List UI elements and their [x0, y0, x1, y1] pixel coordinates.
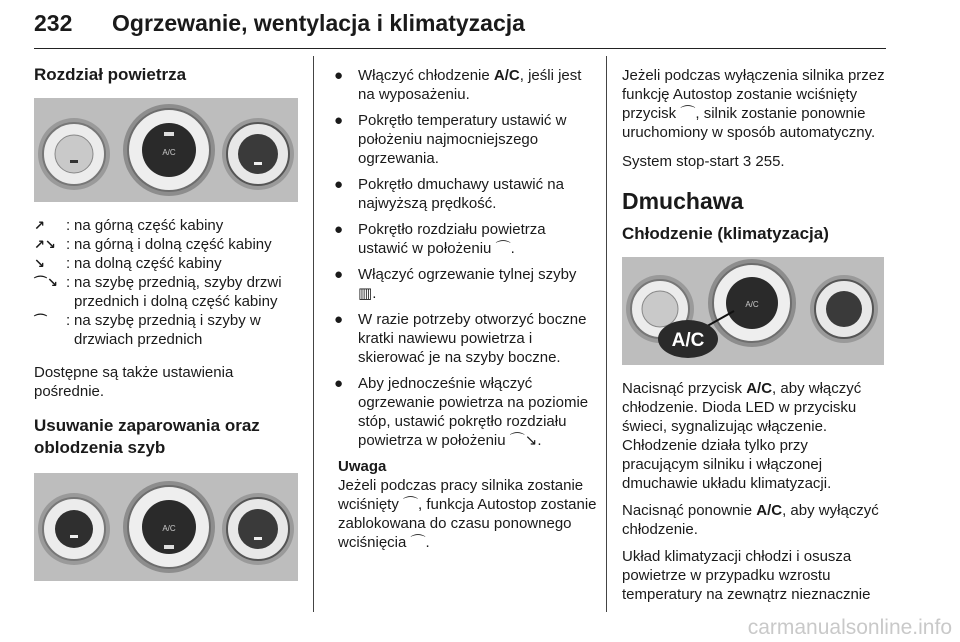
stop-start-reference: System stop-start 3 255. — [622, 153, 785, 170]
list-item: ● W razie potrzeby otworzyć boczne kratki nawiewu powietrza i skierować je na szyby boczne. — [334, 311, 587, 366]
legend-text: na górną i dolną część kabiny — [74, 236, 272, 253]
list-item: ● Aby jednocześnie włączyć ogrzewanie powietrza na poziomie stóp, ustawić pokrętło rozdziału powietrza w położeniu ⌒↘. — [334, 375, 589, 449]
note-box — [330, 457, 598, 552]
cooling-off-instructions: Nacisnąć ponownie A/C, aby wyłączyć chłodzenie. — [622, 502, 879, 538]
ac-badge-label: A/C — [671, 330, 705, 351]
note-title: Uwaga — [338, 458, 387, 475]
legend-text: na górną część kabiny — [74, 217, 224, 234]
defog-steps-list — [330, 66, 598, 450]
figure-control-knobs — [34, 98, 298, 202]
section-title-air-distribution: Rozdział powietrza — [34, 65, 187, 84]
list-item: ● Pokrętło dmuchawy ustawić na najwyższą prędkość. — [334, 176, 564, 212]
legend-text: na dolną część kabiny — [74, 255, 222, 272]
page-header — [34, 6, 886, 49]
ac-description: Układ klimatyzacji chłodzi i osusza powietrze w przypadku wzrostu temperatury na zewnątrz nieznacznie — [622, 548, 871, 603]
column-3 — [622, 54, 886, 604]
watermark: carmanualsonline.info — [747, 616, 952, 639]
knob-ac-label: A/C — [162, 148, 176, 157]
page-title: Ogrzewanie, wentylacja i klimatyzacja — [112, 10, 525, 36]
page-ref-arrow-icon: 3 — [742, 153, 752, 170]
windscreen-defrost-icon: ⌒ — [410, 534, 426, 551]
page-number: 232 — [34, 10, 73, 36]
subsection-title-cooling: Chłodzenie (klimatyzacja) — [622, 224, 829, 243]
legend-text: na szybę przednią, szyby drzwi przednich i dolną część kabiny — [74, 274, 282, 310]
windscreen-defrost-icon: ⌒ — [34, 313, 48, 328]
column-2 — [330, 54, 598, 552]
legend-item: ↗ : na górną część kabiny — [34, 216, 300, 235]
windscreen-defrost-icon: ⌒ — [680, 105, 696, 122]
figure-defog-knobs — [34, 473, 298, 581]
rear-window-heating-icon: ▥ — [358, 285, 373, 302]
list-item: ● Pokrętło temperatury ustawić w położeniu najmocniejszego ogrzewania. — [334, 112, 567, 167]
column-divider — [606, 56, 607, 612]
section-title-blower: Dmuchawa — [622, 188, 744, 214]
autostop-paragraph: Jeżeli podczas wyłączenia silnika przez funkcję Autostop zostanie wciśnięty przycisk ⌒, silnik zostanie ponownie uruchomiony w sposób automatyczny. — [622, 67, 885, 141]
cooling-instructions: Nacisnąć przycisk A/C, aby włączyć chłodzenie. Dioda LED w przycisku świeci, sygnalizując włączenie. Chłodzenie działa tylko przy pracującym silniku i włączonej dmuchawie układu klimatyzacji. — [622, 380, 862, 492]
vent-upper-lower-icon: ↗↘ — [34, 237, 56, 252]
indirect-settings-note: Dostępne są także ustawienia pośrednie. — [34, 364, 234, 400]
knobs-illustration — [34, 473, 298, 581]
column-divider — [313, 56, 314, 612]
vent-lower-icon: ↘ — [34, 256, 45, 271]
list-item: ● Pokrętło rozdziału powietrza ustawić w położeniu ⌒. — [334, 221, 546, 257]
windscreen-floor-icon: ⌒↘ — [34, 275, 58, 290]
note-text: Jeżeli podczas pracy silnika zostanie wciśnięty ⌒, funkcja Autostop zostanie zablokowana do czasu ponownego wciśnięcia ⌒. — [338, 477, 597, 551]
legend-item: ⌒↘ : na szybę przednią, szyby drzwi przednich i dolną część kabiny — [34, 273, 300, 311]
windscreen-defrost-icon: ⌒ — [403, 496, 419, 513]
windscreen-defrost-icon: ⌒ — [495, 240, 511, 257]
list-item: ● Włączyć chłodzenie A/C, jeśli jest na wyposażeniu. — [334, 67, 582, 103]
ac-knob-illustration — [622, 257, 884, 365]
column-1 — [34, 54, 300, 581]
legend-text: na szybę przednią i szyby w drzwiach przednich — [74, 312, 261, 348]
section-title-defog: Usuwanie zaparowania oraz oblodzenia szyb — [34, 416, 260, 457]
figure-ac-button — [622, 257, 884, 365]
knob-ac-label: A/C — [162, 524, 176, 533]
legend-item: ↘ : na dolną część kabiny — [34, 254, 300, 273]
legend-item: ⌒ : na szybę przednią i szyby w drzwiach przednich — [34, 311, 300, 349]
list-item: ● Włączyć ogrzewanie tylnej szyby ▥. — [334, 266, 577, 302]
knob-ac-label: A/C — [745, 300, 759, 309]
windscreen-floor-icon: ⌒↘ — [509, 432, 538, 449]
legend-item: ↗↘ : na górną i dolną część kabiny — [34, 235, 300, 254]
vent-upper-icon: ↗ — [34, 218, 45, 233]
knobs-illustration — [34, 98, 298, 202]
air-distribution-legend — [34, 216, 300, 349]
